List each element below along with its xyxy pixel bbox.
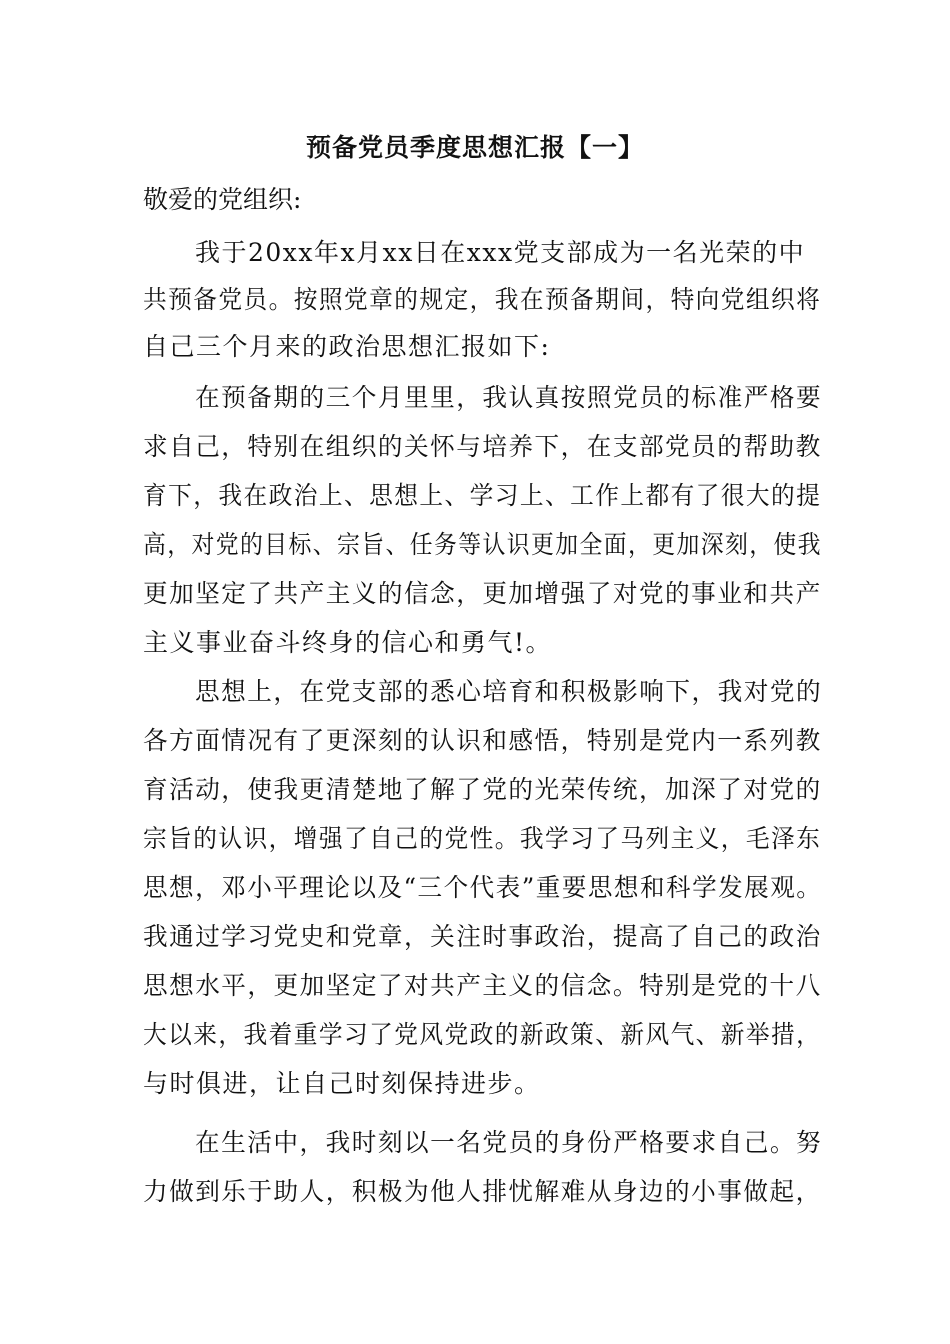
paragraph-line: 高，对党的目标、宗旨、任务等认识更加全面，更加深刻，使我 [143,530,822,559]
paragraph-line: 思想，邓小平理论以及“三个代表”重要思想和科学发展观。 [143,873,823,902]
greeting-line: 敬爱的党组织: [143,185,302,214]
paragraph-line: 与时俱进，让自己时刻保持进步。 [143,1069,541,1098]
paragraph-line: 育下，我在政治上、思想上、学习上、工作上都有了很大的提 [143,481,822,510]
paragraph-line: 共预备党员。按照党章的规定，我在预备期间，特向党组织将 [143,285,822,314]
paragraph-line: 自己三个月来的政治思想汇报如下: [143,332,551,361]
paragraph-line: 思想水平，更加坚定了对共产主义的信念。特别是党的十八 [143,971,822,1000]
paragraph-line: 在预备期的三个月里里，我认真按照党员的标准严格要 [195,383,823,412]
paragraph-line: 各方面情况有了更深刻的认识和感悟，特别是党内一系列教 [143,726,822,755]
paragraph-line: 我通过学习党史和党章，关注时事政治，提高了自己的政治 [143,922,822,951]
paragraph-line: 在生活中，我时刻以一名党员的身份严格要求自己。努 [195,1128,823,1157]
paragraph-line: 主义事业奋斗终身的信心和勇气!。 [143,628,553,657]
document-title: 预备党员季度思想汇报【一】 [305,133,644,162]
paragraph-line: 我于20xx年x月xx日在xxx党支部成为一名光荣的中 [195,238,806,267]
paragraph-line: 大以来，我着重学习了党风党政的新政策、新风气、新举措， [143,1020,822,1049]
paragraph-line: 育活动，使我更清楚地了解了党的光荣传统，加深了对党的 [143,775,822,804]
paragraph-line: 力做到乐于助人，积极为他人排忧解难从身边的小事做起， [143,1177,822,1206]
paragraph-line: 更加坚定了共产主义的信念，更加增强了对党的事业和共产 [143,579,822,608]
paragraph-line: 思想上，在党支部的悉心培育和积极影响下，我对党的 [195,677,823,706]
paragraph-line: 宗旨的认识，增强了自己的党性。我学习了马列主义，毛泽东 [143,824,822,853]
paragraph-line: 求自己，特别在组织的关怀与培养下，在支部党员的帮助教 [143,432,822,461]
